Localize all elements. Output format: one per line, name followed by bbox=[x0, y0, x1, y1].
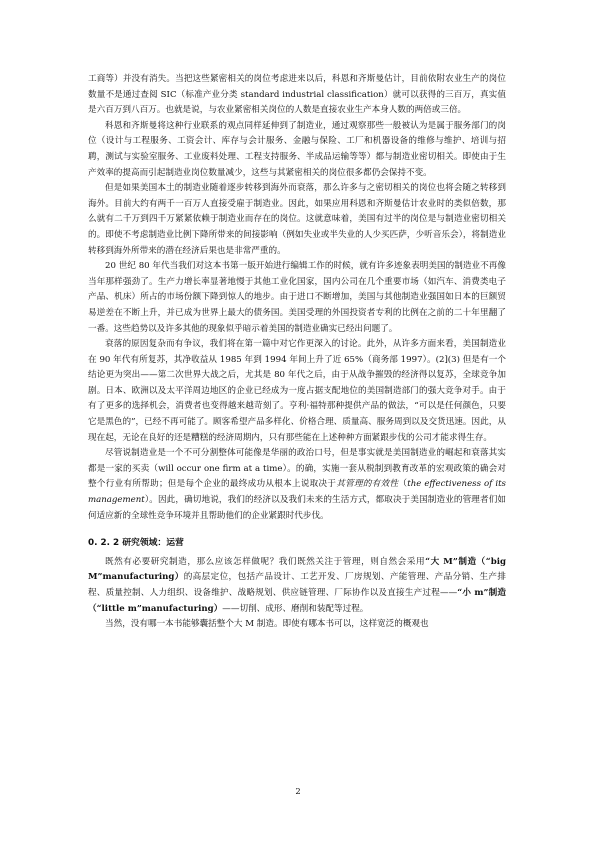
paragraph-management-emphasis: 其管理的有效性 bbox=[336, 479, 399, 490]
paragraph-management bbox=[88, 446, 506, 524]
paragraph-management-text-c: （ bbox=[398, 479, 408, 490]
document-body bbox=[88, 72, 506, 633]
paragraph-big-m-text-a: 既然有必要研究制造，那么应该怎样做呢？我们既然关注于管理，则自然会采用 bbox=[105, 556, 426, 567]
paragraph-management-text-e: ）。因此，确切地说，我们的经济以及我们未来的生活方式，都取决于美国制造业的管理者们如何适应新的全球性竞争环境并且帮助他们的企业紧跟时代步伐。 bbox=[88, 495, 506, 521]
paragraph-big-m bbox=[88, 555, 506, 617]
paragraph-service-linkage: 科恩和齐斯曼将这种行业联系的观点同样延伸到了制造业，通过观察那些一般被认为是属于服务部门的岗位（设计与工程服务、工资会计、库存与会计服务、金融与保险、工厂和机器设备的维修与维护、培训与招聘，测试与实验室服务、工业废料处理、工程支持服务、半成品运输等等）都与制造业密切相关。即使由于生产效率的提高而引起制造业岗位数量减少，这些与其紧密相关的岗位很多都仍会保持不变。 bbox=[88, 120, 506, 178]
paragraph-scope: 当然，没有哪一本书能够囊括整个大 M 制造。即使有哪本书可以，这样宽泛的概观也 bbox=[105, 619, 429, 630]
page-number: 2 bbox=[295, 786, 301, 796]
section-heading: 0. 2. 2 研究领域：运营 bbox=[88, 538, 184, 549]
paragraph-management-text-a: 尽管说制造业是一个不可分割整体可能像是华丽的政治口号，但是事实就是美国制造业的崛起和衰落其实都是一家的买卖（will occur one firm at a time）。的确，实施一套从税制到教育改革的宏观政策的确会对整个行业有所帮助；但是每个企业的最终成功从根本上说取决于 bbox=[88, 448, 506, 490]
paragraph-big-m-text-c: 的高层定位，包括产品设计、工艺开发、厂房规划、产能管理、产品分销、生产排程、质量控制、人力组织、设备维护、战略规划、供应链管理、厂际协作以及直接生产过程—— bbox=[88, 572, 506, 598]
paragraph-management-english: the effectiveness of its management bbox=[88, 479, 506, 506]
paragraph-agriculture-jobs: 工商等）并没有消失。当把这些紧密相关的岗位考虑进来以后，科恩和齐斯曼估计，目前依附农业生产的岗位数量不是通过查阅 SIC（标准产业分类 standard industrial classification）就可以获得的三百万，真实值是六百万到八百万。也就是说，与农业紧密相关岗位的人数是直接农业生产本身人数的两倍或三倍。 bbox=[88, 74, 506, 116]
big-m-term: “大 M”制造（“big M”manufacturing） bbox=[88, 556, 506, 583]
paragraph-competition: 衰落的原因复杂而有争议，我们将在第一篇中对它作更深入的讨论。此外，从许多方面来看，美国制造业在 90 年代有所复苏，其净收益从 1985 年到 1994 年间上升了近 65%（商务部 1997）。(2](3) 但是有一个结论更为突出——第二次世界大战之后，尤其是 80 年代之后，由于从战争摧毁的经济得以复苏，全球竞争加剧。日本、欧洲以及太平洋周边地区的企业已经成为一度占据支配地位的美国制造部门的强大竞争对手。由于有了更多的选择机会，消费者也变得越来越苛刻了。亨利·福特那种提供产品的做法，“可以是任何颜色，只要它是黑色的”，已经不再可能了。顾客希望产品多样化、价格合理、质量高、服务周到以及交货迅速。因此，从现在起，无论在良好的还是糟糕的经济周期内，只有那些能在上述种种方面紧跟步伐的公司才能求得生存。 bbox=[88, 339, 506, 443]
paragraph-offshore-risk: 但是如果美国本土的制造业随着逐步转移到海外而衰落，那么许多与之密切相关的岗位也将会随之转移到海外。目前大约有两千一百万人直接受雇于制造业。因此，如果应用科恩和齐斯曼估计农业时的类似倍数，那么就有二千万到四千万紧紧依赖于制造业而存在的岗位。这就意味着，美国有过半的岗位是与制造业密切相关的。即使不考虑制造业比例下降所带来的间接影响（例如失业或半失业的人少买匹萨，少听音乐会），将制造业转移到海外所带来的潜在经济后果也是非常严重的。 bbox=[88, 183, 506, 256]
paragraph-big-m-text-e: ——切削、成形、磨削和装配等过程。 bbox=[222, 603, 369, 614]
paragraph-1980s-decline: 20 世纪 80 年代当我们对这本书第一版开始进行编辑工作的时候，就有许多迹象表明美国的制造业不再像当年那样强劲了。生产力增长率显著地慢于其他工业化国家，国内公司在几个重要市场（如汽车、消费类电子产品、机床）所占的市场份额下降到惊人的地步。由于进口不断增加，美国与其他制造业强国如日本的巨额贸易逆差在不断上升，并已成为世界上最大的债务国。美国受理的外国投资者专利的比例在之前的二十年里翻了一番。这些趋势以及许多其他的现象似乎暗示着美国的制造业确实已经出问题了。 bbox=[88, 261, 506, 334]
little-m-term: “小 m”制造（“little m”manufacturing） bbox=[88, 588, 506, 614]
